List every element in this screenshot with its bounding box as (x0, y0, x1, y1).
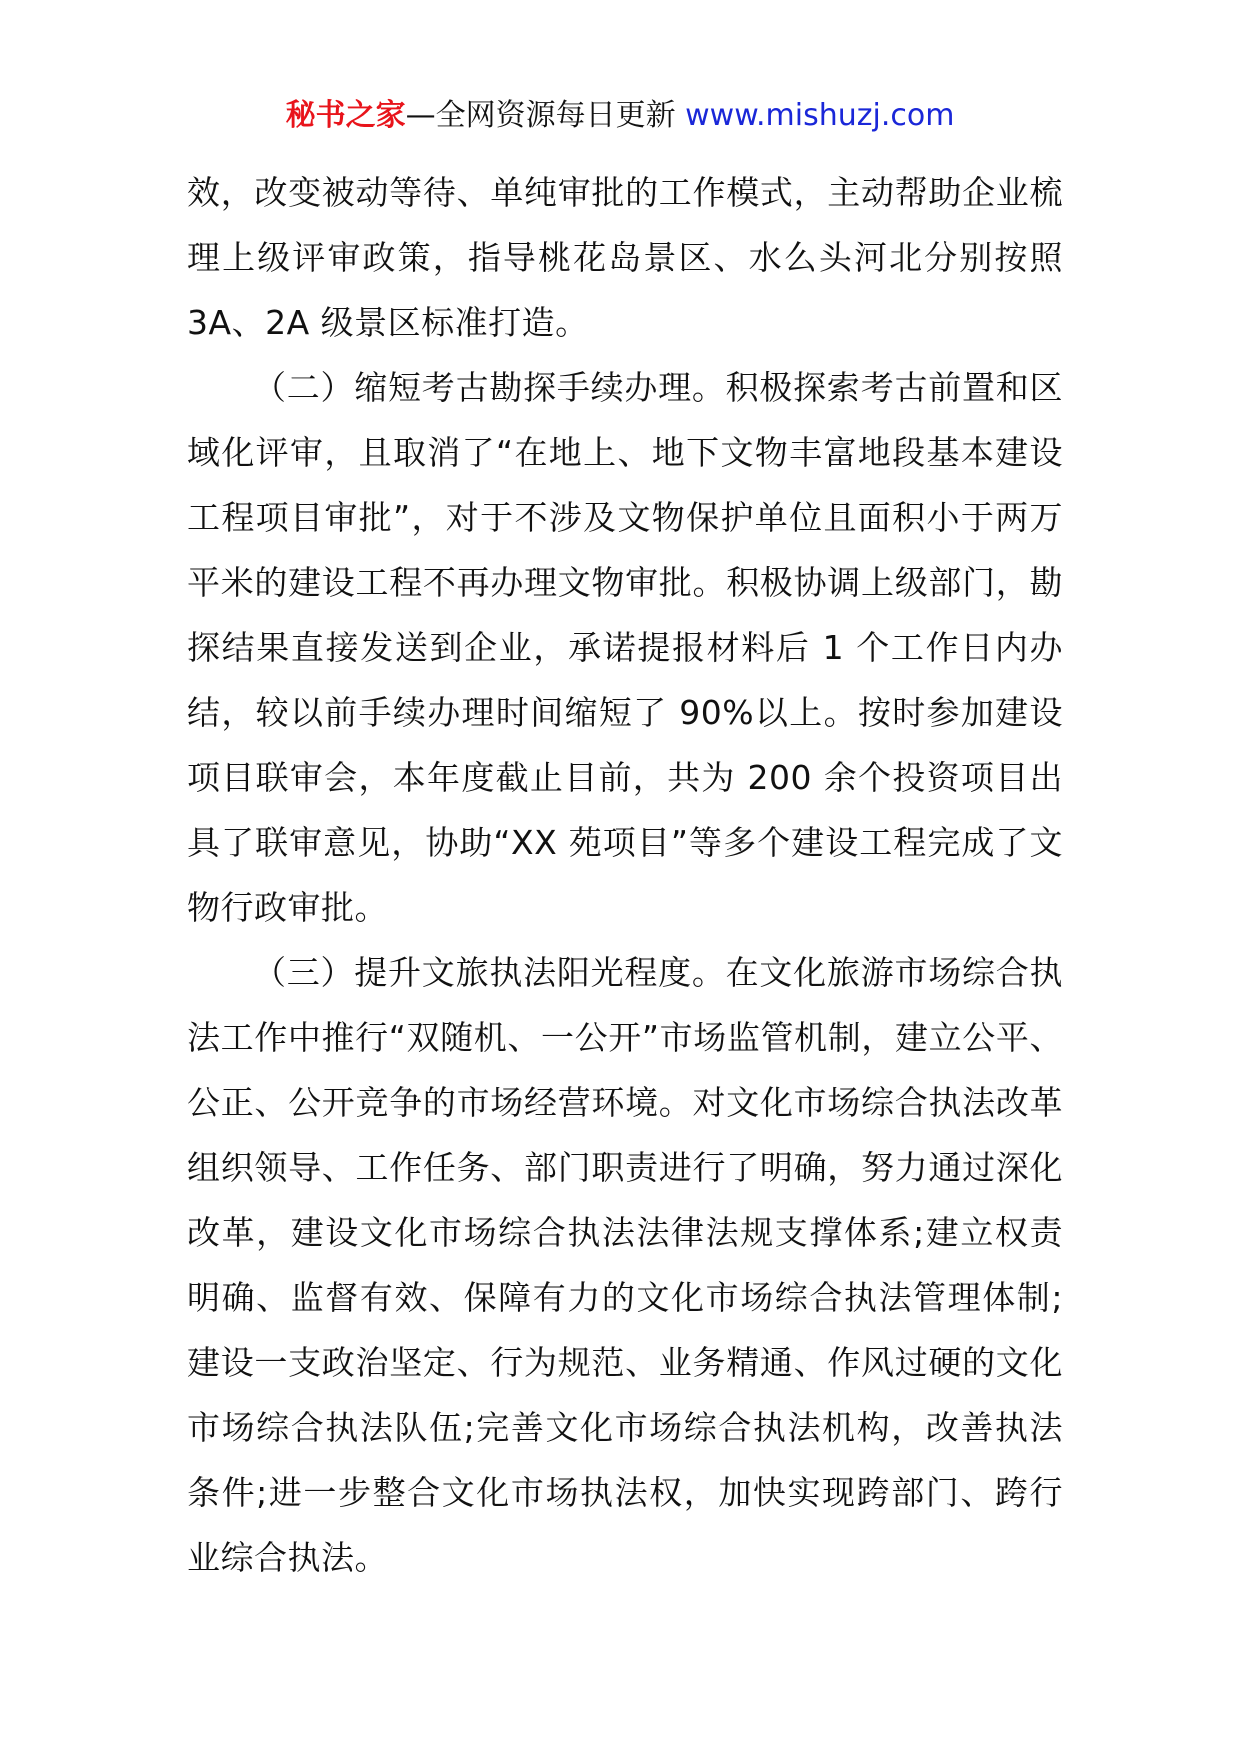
site-header (0, 96, 1240, 136)
document-body (187, 160, 1063, 1590)
site-url-link[interactable]: www.mishuzj.com (685, 98, 955, 133)
paragraph-continuation: 效，改变被动等待、单纯审批的工作模式，主动帮助企业梳理上级评审政策，指导桃花岛景区、水么头河北分别按照 3A、2A 级景区标准打造。 (187, 173, 1063, 342)
brand-name: 秘书之家 (285, 98, 406, 133)
paragraph-section-3: （三）提升文旅执法阳光程度。在文化旅游市场综合执法工作中推行“双随机、一公开”市场监管机制，建立公平、公正、公开竞争的市场经营环境。对文化市场综合执法改革组织领导、工作任务、部门职责进行了明确，努力通过深化改革，建设文化市场综合执法法律法规支撑体系;建立权责明确、监督有效、保障有力的文化市场综合执法管理体制;建设一支政治坚定、行为规范、业务精通、作风过硬的文化市场综合执法队伍;完善文化市场综合执法机构，改善执法条件;进一步整合文化市场执法权，加快实现跨部门、跨行业综合执法。 (187, 953, 1063, 1577)
header-tagline: —全网资源每日更新 (405, 98, 676, 133)
paragraph-section-2: （二）缩短考古勘探手续办理。积极探索考古前置和区域化评审，且取消了“在地上、地下文物丰富地段基本建设工程项目审批”，对于不涉及文物保护单位且面积小于两万平米的建设工程不再办理文物审批。积极协调上级部门，勘探结果直接发送到企业，承诺提报材料后 1 个工作日内办结，较以前手续办理时间缩短了 90%以上。按时参加建设项目联审会，本年度截止目前，共为 200 余个投资项目出具了联审意见，协助“XX 苑项目”等多个建设工程完成了文物行政审批。 (187, 368, 1063, 927)
